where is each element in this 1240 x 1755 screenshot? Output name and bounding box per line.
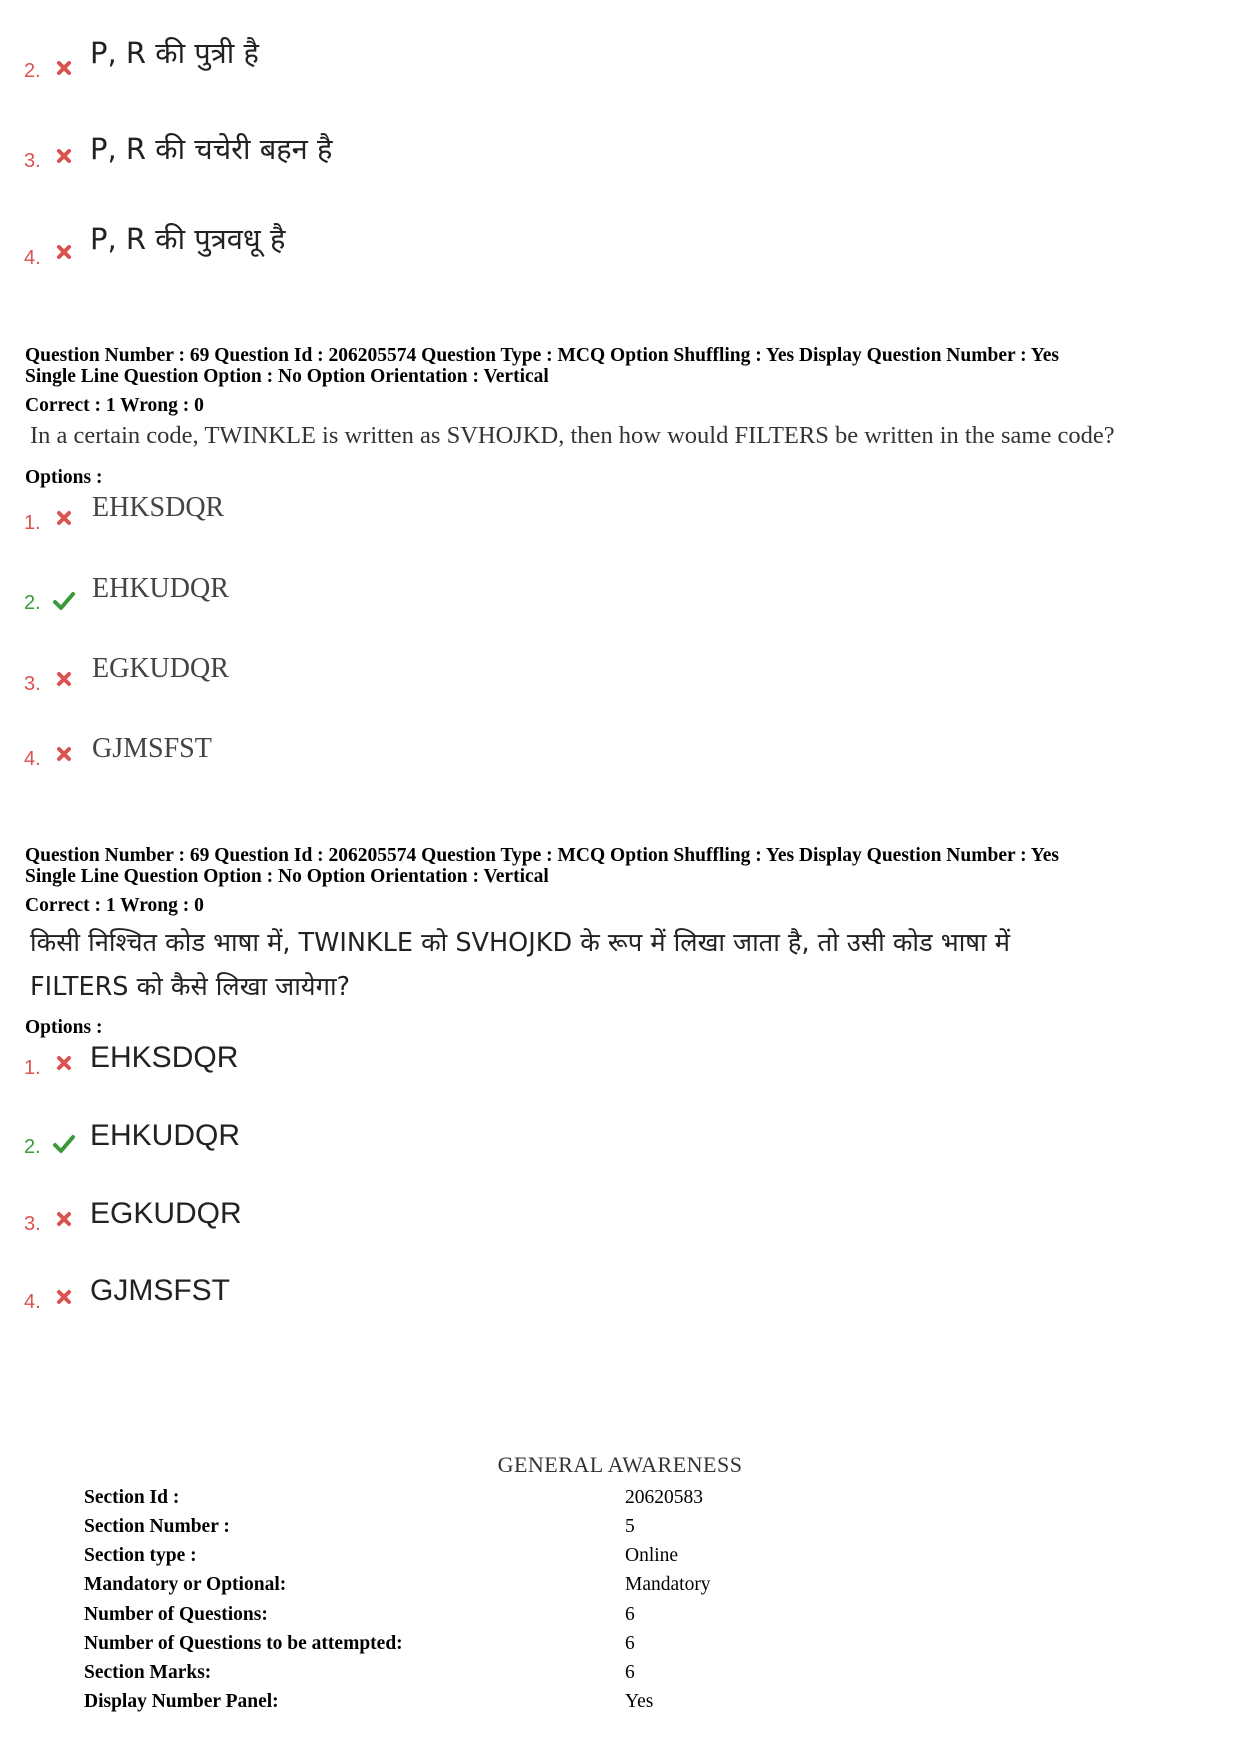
options-label: Options : bbox=[25, 467, 103, 488]
question-meta-line: Question Number : 69 Question Id : 206205574 Question Type : MCQ Option Shuffling : Yes Display Question Number : Yes bbox=[25, 345, 1059, 366]
options-label: Options : bbox=[25, 1017, 103, 1038]
section-label: Section Number : bbox=[84, 1516, 230, 1537]
option-number: 4. bbox=[24, 247, 41, 269]
wrong-icon bbox=[54, 1209, 74, 1229]
question-marks: Correct : 1 Wrong : 0 bbox=[25, 895, 204, 916]
section-value: 6 bbox=[625, 1604, 635, 1625]
question-meta-line: Question Number : 69 Question Id : 206205574 Question Type : MCQ Option Shuffling : Yes Display Question Number : Yes bbox=[25, 845, 1059, 866]
option-text: EHKSDQR bbox=[92, 492, 225, 523]
wrong-icon bbox=[54, 58, 74, 78]
option-text: P, R की चचेरी बहन है bbox=[90, 132, 333, 166]
option-text: EGKUDQR bbox=[90, 1197, 242, 1230]
option-text: P, R की पुत्रवधू है bbox=[90, 222, 286, 256]
option-number: 1. bbox=[24, 512, 41, 534]
wrong-icon bbox=[54, 744, 74, 764]
option-text: GJMSFST bbox=[90, 1274, 230, 1307]
wrong-icon bbox=[54, 669, 74, 689]
section-value: 6 bbox=[625, 1662, 635, 1683]
question-text-line: किसी निश्चित कोड भाषा में, TWINKLE को SVHOJKD के रूप में लिखा जाता है, तो उसी कोड भाषा में bbox=[30, 928, 1011, 958]
check-icon bbox=[52, 1132, 76, 1156]
check-icon bbox=[52, 589, 76, 613]
option-number: 1. bbox=[24, 1057, 41, 1079]
option-text: EHKUDQR bbox=[90, 1119, 241, 1152]
option-text: EHKUDQR bbox=[92, 573, 229, 604]
section-label: Display Number Panel: bbox=[84, 1691, 279, 1712]
option-number: 3. bbox=[24, 1213, 41, 1235]
question-text-line: FILTERS को कैसे लिखा जायेगा? bbox=[30, 972, 351, 1002]
option-number: 3. bbox=[24, 673, 41, 695]
section-value: Online bbox=[625, 1545, 679, 1566]
section-value: Yes bbox=[625, 1691, 654, 1712]
option-number: 2. bbox=[24, 60, 41, 82]
section-label: Number of Questions to be attempted: bbox=[84, 1633, 403, 1654]
section-label: Mandatory or Optional: bbox=[84, 1574, 287, 1595]
option-text: EHKSDQR bbox=[90, 1041, 239, 1074]
section-value: Mandatory bbox=[625, 1574, 711, 1595]
section-title: GENERAL AWARENESS bbox=[497, 1452, 743, 1477]
question-meta-line: Single Line Question Option : No Option Orientation : Vertical bbox=[25, 366, 549, 387]
question-meta-line: Single Line Question Option : No Option Orientation : Vertical bbox=[25, 866, 549, 887]
option-number: 3. bbox=[24, 150, 41, 172]
section-value: 20620583 bbox=[625, 1487, 703, 1508]
wrong-icon bbox=[54, 1053, 74, 1073]
wrong-icon bbox=[54, 242, 74, 262]
option-text: EGKUDQR bbox=[92, 653, 229, 684]
section-label: Section Id : bbox=[84, 1487, 180, 1508]
option-text: P, R की पुत्री है bbox=[90, 36, 259, 70]
option-number: 2. bbox=[24, 1136, 41, 1158]
section-label: Section Marks: bbox=[84, 1662, 212, 1683]
option-number: 4. bbox=[24, 1291, 41, 1313]
wrong-icon bbox=[54, 1287, 74, 1307]
wrong-icon bbox=[54, 508, 74, 528]
section-label: Section type : bbox=[84, 1545, 197, 1566]
section-value: 6 bbox=[625, 1633, 635, 1654]
section-value: 5 bbox=[625, 1516, 635, 1537]
section-label: Number of Questions: bbox=[84, 1604, 268, 1625]
option-number: 4. bbox=[24, 748, 41, 770]
question-text: In a certain code, TWINKLE is written as SVHOJKD, then how would FILTERS be written in the same code? bbox=[30, 422, 1115, 449]
question-marks: Correct : 1 Wrong : 0 bbox=[25, 395, 204, 416]
option-number: 2. bbox=[24, 592, 41, 614]
option-text: GJMSFST bbox=[92, 733, 212, 764]
wrong-icon bbox=[54, 146, 74, 166]
